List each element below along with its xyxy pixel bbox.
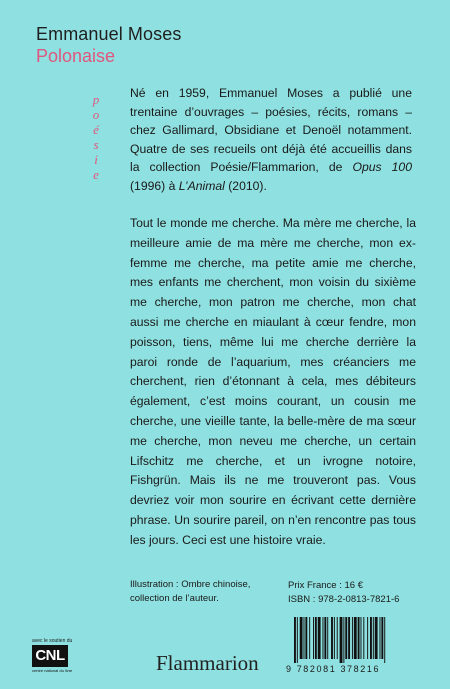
book-excerpt: Tout le monde me cherche. Ma mère me cherche, la meilleure amie de ma mère me cherche, mon ex-femme me cherche, ma petite amie me cherche, mes enfants me cherchent, mon voisin du sixième me cherche, mon patron me cherche, mon chat aussi me cherche en miaulant à cœur fendre, mon poisson, tiens, même lui me cherche derrière la paroi ronde de l’aquarium, mes créanciers me cherchent, rien d’étonnant à cela, mes débiteurs également, c’est moins courant, un cousin me cherche, une vieille tante, la belle-mère de ma sœur me cherche, mon neveu me cherche, un certain Lifschitz me cherche, et un ivrogne notoire, Fishgrün. Mais ils ne me trouveront pas. Vous devriez voir mon sourire en écrivant cette dernière phrase. Un sourire pareil, on n’en rencontre pas tous les jours. Ceci est une histoire vraie. [130,216,416,547]
barcode-bar [324,617,326,659]
barcode-bar [384,617,385,663]
illustration-credit-line: collection de l’auteur. [130,593,219,604]
barcode-bar [331,617,333,659]
collection-letter: é [93,122,99,137]
cnl-logo: CNL [32,645,68,667]
barcode-bar [343,617,344,663]
illustration-credit [130,578,250,606]
barcode-bar [348,617,350,659]
barcode-bar [315,617,317,659]
collection-letter: o [92,107,100,122]
illustration-credit-line: Illustration : Ombre chinoise, [130,579,251,590]
collection-letter: e [93,167,99,182]
barcode-bar [367,617,368,659]
barcode-bar [313,617,314,659]
collection-letter: p [92,92,100,107]
author-name: Emmanuel Moses [36,24,182,44]
bio-text: (1996) à [130,178,179,193]
barcode-bars [286,617,412,663]
barcode-bar [340,617,343,663]
barcode-bar [352,617,353,659]
barcode-bar [380,617,381,659]
barcode-bar [305,617,307,659]
barcode-digits: 9 782081 378216 [286,664,381,674]
barcode-bar [294,617,296,663]
barcode-bar [323,617,324,659]
barcode [286,617,422,677]
barcode-bar [358,617,360,659]
barcode-bar [361,617,362,659]
isbn-line: ISBN : 978-2-0813-7821-6 [288,594,400,605]
collection-label [88,92,104,182]
barcode-bar [363,617,364,659]
barcode-bar [297,617,298,663]
barcode-bar [354,617,357,659]
price-info [288,579,399,607]
barcode-bar [373,617,374,659]
barcode-bar [381,617,383,659]
publisher-name: Flammarion [156,651,259,675]
bio-text: Né en 1959, Emmanuel Moses a publié une trentaine d’ouvrages – poésies, récits, romans – chez Gallimard, Obsidiane et Denoël notamment. Quatre de ses recueils ont déjà été accueillis dans la collection Poésie/Flammarion, de [130,86,412,175]
barcode-bar [375,617,378,659]
collection-letter: s [93,137,99,152]
bio-work-title: L’Animal [178,178,225,193]
barcode-bar [318,617,321,659]
barcode-bar [337,617,338,659]
bio-work-title: Opus 100 [352,160,412,175]
barcode-bar [304,617,305,659]
cnl-logo-block [32,638,78,678]
barcode-bar [300,617,303,659]
barcode-bar [345,617,347,659]
collection-letter: i [94,152,98,167]
barcode-bar [334,617,335,659]
barcode-bar [370,617,372,659]
barcode-bar [309,617,310,659]
author-bio [130,84,412,196]
barcode-bar [327,617,328,659]
price-line: Prix France : 16 € [288,580,363,591]
book-title: Polonaise [36,46,116,66]
cnl-caption: avec le soutien du [32,638,73,644]
cnl-subtitle: centre national du livre [32,668,73,673]
bio-text: (2010). [224,178,267,193]
